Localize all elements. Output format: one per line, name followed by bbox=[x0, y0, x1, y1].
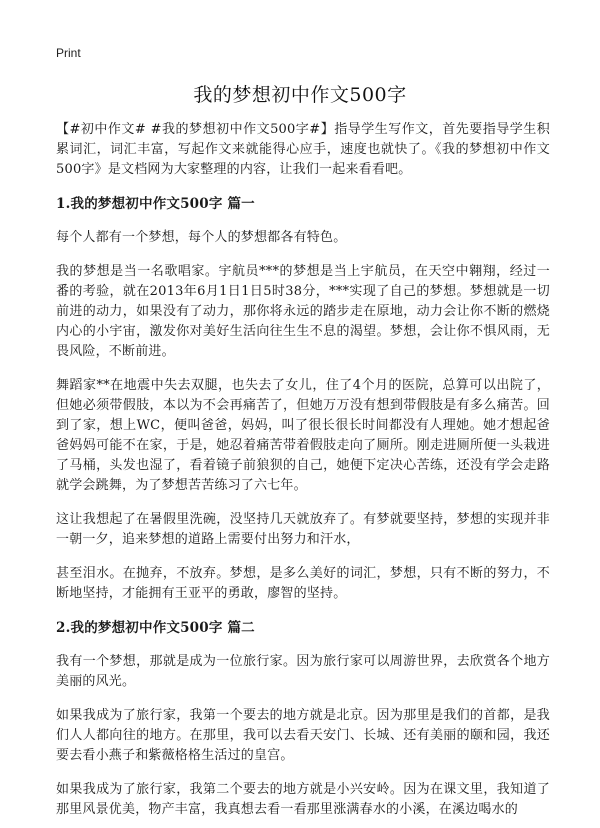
section-1-paragraph-2: 我的梦想是当一名歌唱家。宇航员***的梦想是当上宇航员，在天空中翱翔，经过一番的考验，就在2013年6月1日1日5时38分，***实现了自己的梦想。梦想就是一切前进的动力，如果没有了动力，那你将永远的踏步走在原地，动力会让你不断的燃烧内心的小宇宙，激发你对美好生活向往生生不息的渴望。梦想，会让你不惧风雨，无畏风险，不断前进。 bbox=[56, 264, 550, 359]
section-2-paragraph-3: 如果我成为了旅行家，我第二个要去的地方就是小兴安岭。因为在课文里，我知道了那里风景优美，物产丰富，我真想去看一看那里涨满春水的小溪，在溪边喝水的 bbox=[56, 782, 550, 817]
section-1-paragraph-4: 这让我想起了在暑假里洗碗，没坚持几天就放弃了。有梦就要坚持，梦想的实现并非一朝一夕，追来梦想的道路上需要付出努力和汗水， bbox=[56, 512, 550, 547]
article-body bbox=[56, 120, 550, 828]
section-2-paragraph-2: 如果我成为了旅行家，我第一个要去的地方就是北京。因为那里是我们的首都，是我们人人都向往的地方。在那里，我可以去看天安门、长城、还有美丽的颐和园，我还要去看小燕子和紫薇格格生活过的皇宫。 bbox=[56, 708, 550, 763]
page-title: 我的梦想初中作文500字 bbox=[193, 84, 407, 106]
section-1-paragraph-5: 甚至泪水。在抛弃，不放弃。梦想，是多么美好的词汇，梦想，只有不断的努力，不断地坚持，才能拥有王亚平的勇敢，廖智的坚持。 bbox=[56, 566, 550, 601]
section-2-paragraph-1: 我有一个梦想，那就是成为一位旅行家。因为旅行家可以周游世界，去欣赏各个地方美丽的风光。 bbox=[56, 654, 550, 689]
section-1-paragraph-3: 舞蹈家**在地震中失去双腿，也失去了女儿，住了4个月的医院，总算可以出院了，但她必须带假肢，本以为不会再痛苦了，但她万万没有想到带假肢是有多么痛苦。回到了家，想上WC，便叫爸爸，妈妈，叫了很长很长时间都没有人理她。她才想起爸爸妈妈可能不在家，于是，她忍着痛苦带着假肢走向了厕所。刚走进厕所便一头栽进了马桶，头发也湿了，看着镜子前狼狈的自己，她便下定决心苦练，还没有学会走路就学会跳舞，为了梦想苦苦练习了六七年。 bbox=[56, 378, 550, 493]
section-heading-1: 1.我的梦想初中作文500字 篇一 bbox=[56, 196, 255, 212]
intro-paragraph: 【#初中作文# #我的梦想初中作文500字#】指导学生写作文，首先要指导学生积累词汇，词汇丰富，写起作文来就能得心应手，速度也就快了。《我的梦想初中作文500字》是文档网为大家整理的内容，让我们一起来看看吧。 bbox=[56, 122, 550, 177]
section-1-paragraph-1: 每个人都有一个梦想，每个人的梦想都各有特色。 bbox=[56, 230, 347, 245]
section-heading-2: 2.我的梦想初中作文500字 篇二 bbox=[56, 620, 255, 636]
print-label[interactable]: Print bbox=[56, 46, 81, 60]
